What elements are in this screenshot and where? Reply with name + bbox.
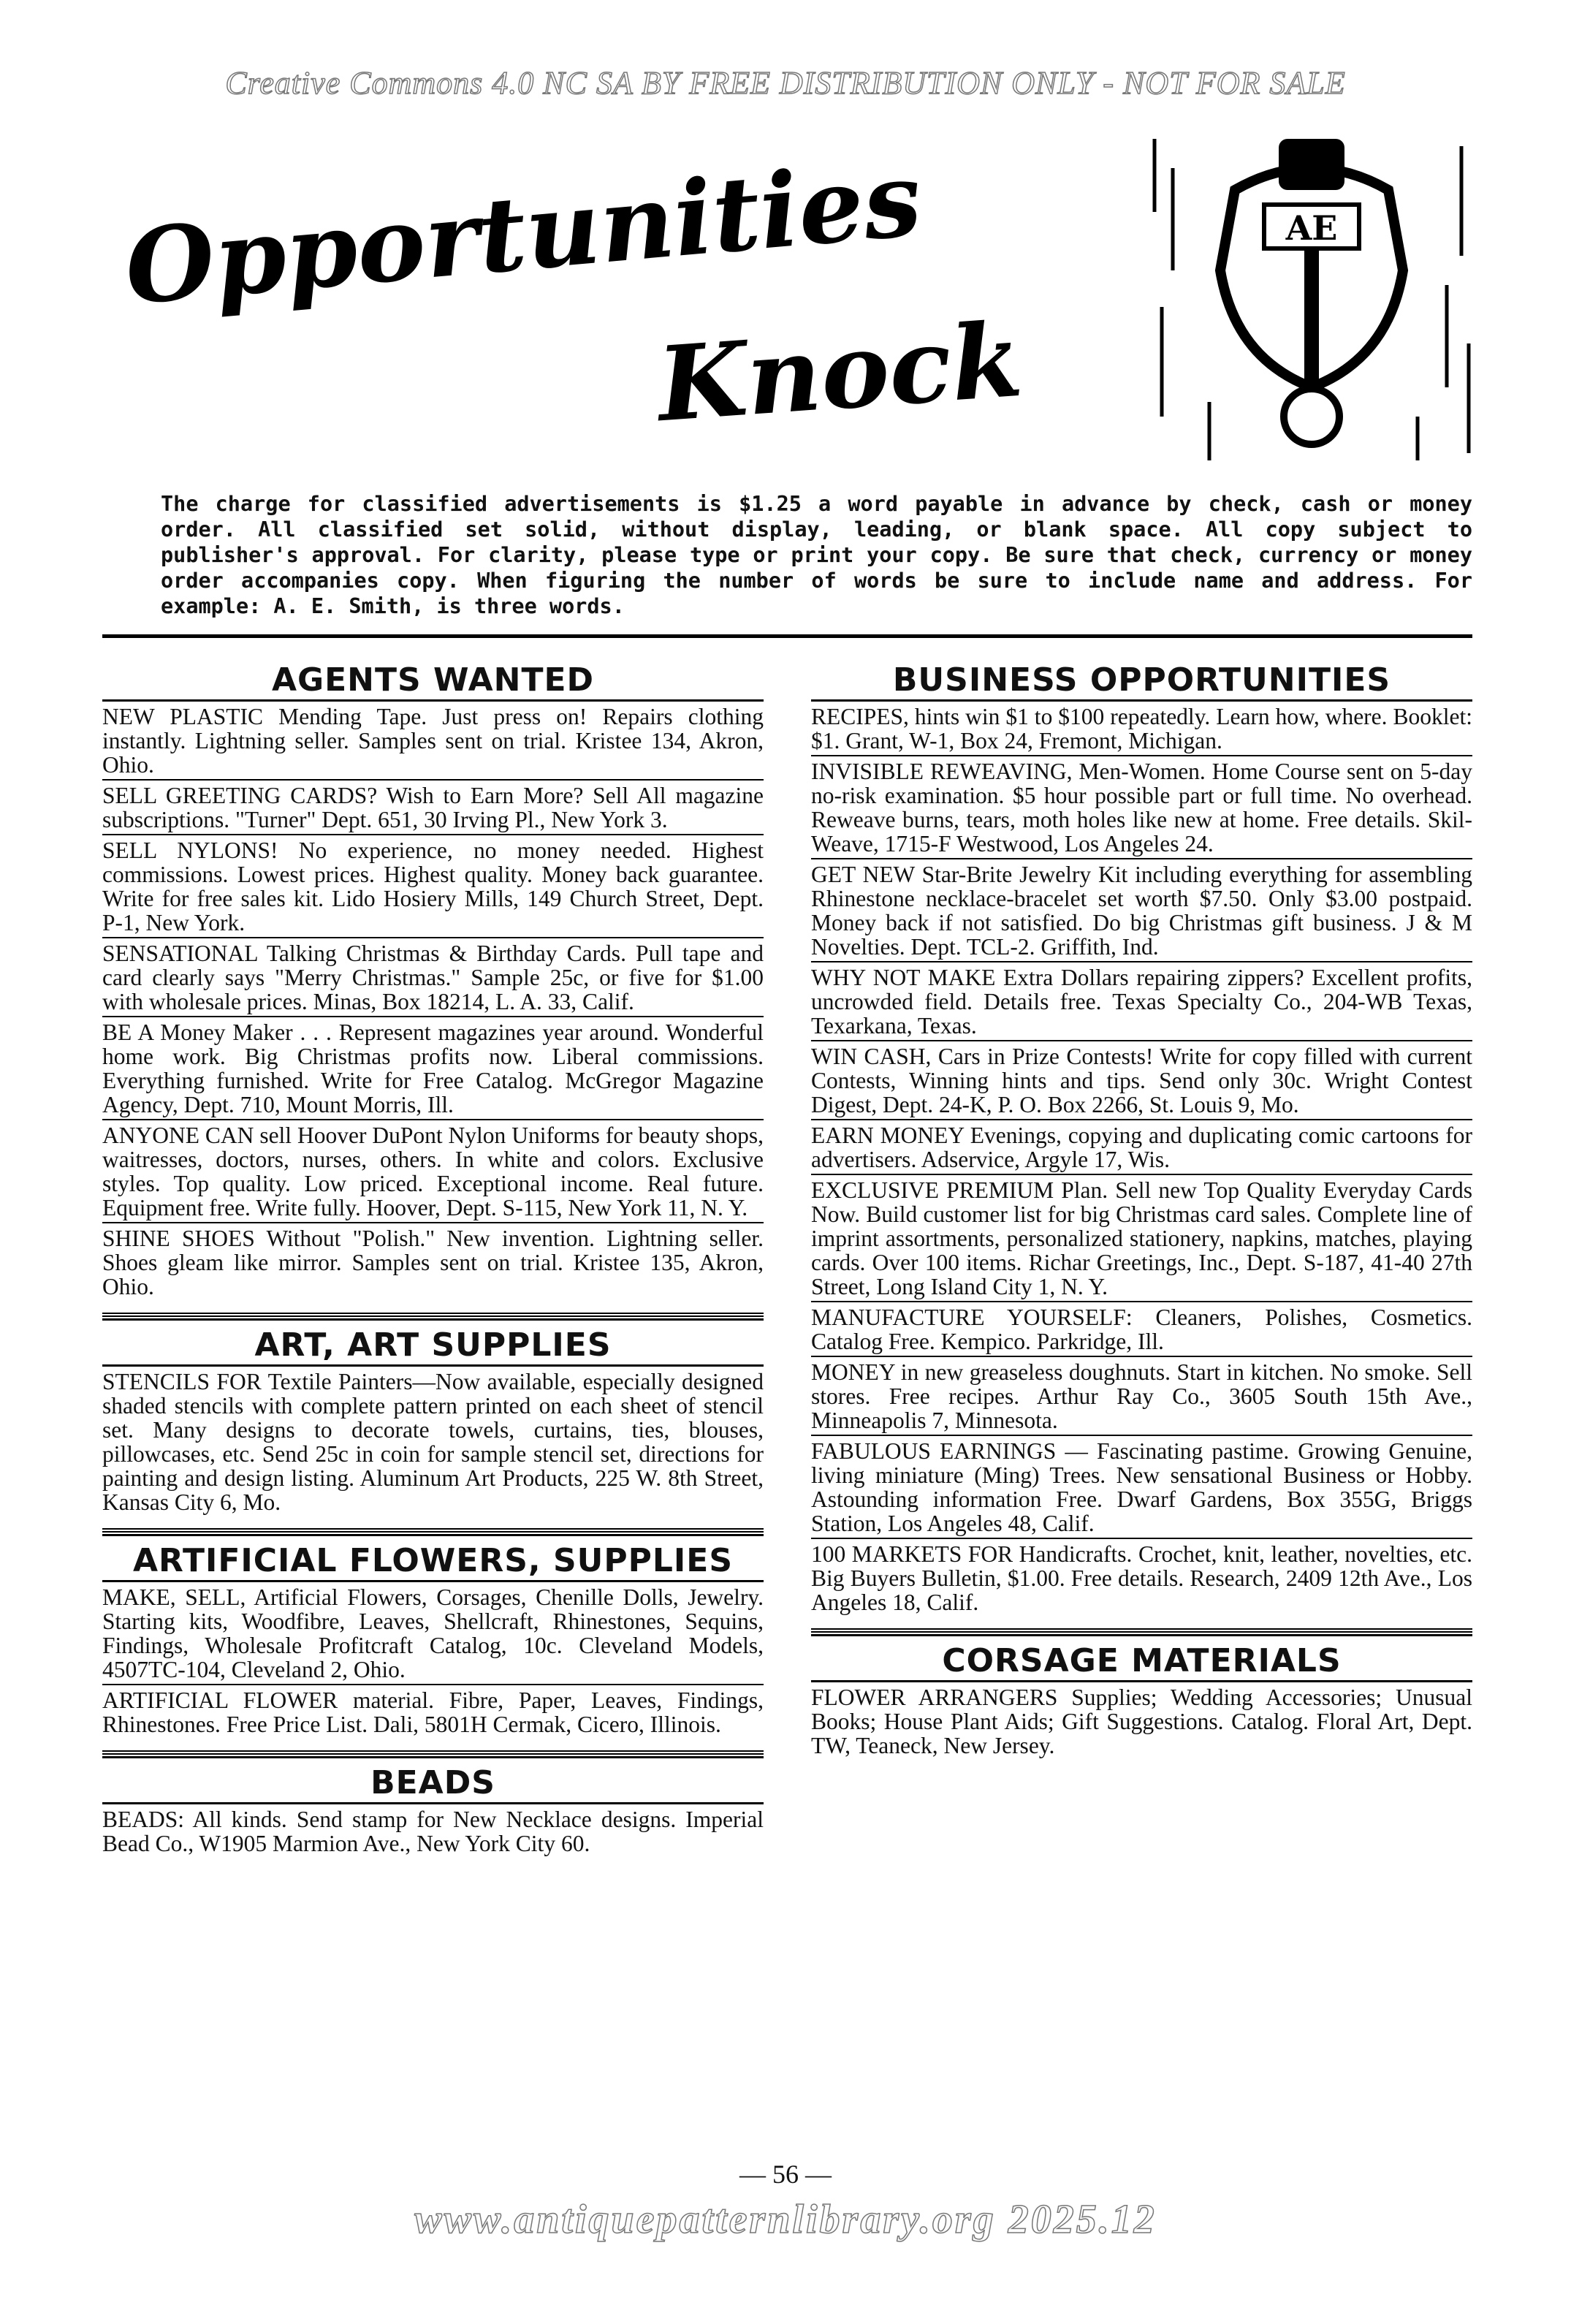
classified-ad: FLOWER ARRANGERS Supplies; Wedding Accessories; Unusual Books; House Plant Aids; Gift Suggestions. Catalog. Floral Art, Dept. TW, Teaneck, New Jersey. [811, 1685, 1472, 1758]
classified-ad: WIN CASH, Cars in Prize Contests! Write for copy filled with current Contests, Winning hints and tips. Send only 30c. Wright Contest Digest, Dept. 24-K, P. O. Box 2266, St. Louis 9, Mo. [811, 1041, 1472, 1120]
license-banner: Creative Commons 4.0 NC SA BY FREE DISTRIBUTION ONLY - NOT FOR SALE [225, 65, 1346, 101]
title-knock: Knock [653, 300, 1027, 446]
classified-ad: MANUFACTURE YOURSELF: Cleaners, Polishes, Cosmetics. Catalog Free. Kempico. Parkridge, Ill. [811, 1302, 1472, 1357]
classified-ad: GET NEW Star-Brite Jewelry Kit including everything for assembling Rhinestone necklace-bracelet set worth $7.50. Only $3.00 postpaid. Money back if not satisfied. Do big Christmas gift business. J & M Novelties. Dept. TCL-2. Griffith, Ind. [811, 859, 1472, 962]
classified-ad: SELL NYLONS! No experience, no money needed. Highest commissions. Lowest prices. Highest quality. Money back guarantee. Write for free sales kit. Lido Hosiery Mills, 149 Church Street, Dept. P-1, New York. [102, 835, 764, 938]
classified-rates-notice: The charge for classified advertisements is $1.25 a word payable in advance by check, cash or money order. All classified set solid, without display, leading, or blank space. All copy subject to publisher's approval. For clarity, please type or print your copy. Be sure that check, currency or money order accompanies copy. When figuring the number of words be sure to include name and address. For example: A. E. Smith, is three words. [161, 492, 1472, 618]
classified-ad: SELL GREETING CARDS? Wish to Earn More? Sell All magazine subscriptions. "Turner" Dept. 651, 30 Irving Pl., New York 3. [102, 781, 764, 835]
section-corsage-materials [811, 1642, 1472, 1760]
section-beads [102, 1764, 764, 1858]
section-business-opportunities [811, 661, 1472, 1617]
section-divider [102, 1750, 764, 1758]
door-knocker-icon [1140, 124, 1483, 468]
title-opportunities: Opportunities [120, 139, 927, 329]
section-artificial-flowers [102, 1542, 764, 1739]
right-column [811, 661, 1472, 1772]
classified-ad: SENSATIONAL Talking Christmas & Birthday Cards. Pull tape and card clearly says "Merry Christmas." Sample 25c, or five for $1.00 with wholesale prices. Minas, Box 18214, L. A. 33, Calif. [102, 938, 764, 1017]
classified-ad: EXCLUSIVE PREMIUM Plan. Sell new Top Quality Everyday Cards Now. Build customer list for big Christmas card sales. Complete line of imprint assortments, personalized stationery, napkins, matches, playing cards. Over 100 items. Richar Greetings, Inc., Dept. S-187, 41-40 27th Street, Long Island City 1, N. Y. [811, 1175, 1472, 1302]
section-divider [102, 1313, 764, 1321]
classified-ad: SHINE SHOES Without "Polish." New invention. Lightning seller. Shoes gleam like mirror. Samples sent on trial. Kristee 135, Akron, Ohio. [102, 1226, 764, 1299]
section-heading: BUSINESS OPPORTUNITIES [811, 661, 1472, 702]
classified-ad: FABULOUS EARNINGS — Fascinating pastime. Growing Genuine, living miniature (Ming) Trees. New sensational Business or Hobby. Astounding information Free. Dwarf Gardens, Box 355G, Briggs Station, Los Angeles 48, Calif. [811, 1436, 1472, 1539]
classified-ad: WHY NOT MAKE Extra Dollars repairing zippers? Excellent profits, uncrowded field. Details free. Texas Specialty Co., 204-WB Texas, Texarkana, Texas. [811, 962, 1472, 1041]
classified-ad: 100 MARKETS FOR Handicrafts. Crochet, knit, leather, novelties, etc. Big Buyers Bulletin, $1.00. Free details. Research, 2409 12th Ave., Los Angeles 18, Calif. [811, 1541, 1472, 1615]
classified-ad: EARN MONEY Evenings, copying and duplicating comic cartoons for advertisers. Adservice, Argyle 17, Wis. [811, 1120, 1472, 1175]
section-agents-wanted [102, 661, 764, 1301]
left-column [102, 661, 764, 1869]
classified-ad: MONEY in new greaseless doughnuts. Start in kitchen. No smoke. Sell stores. Free recipes. Arthur Ray Co., 3605 South 15th Ave., Minneapolis 7, Minnesota. [811, 1357, 1472, 1436]
section-heading: BEADS [102, 1764, 764, 1804]
classified-ad: INVISIBLE REWEAVING, Men-Women. Home Course sent on 5-day no-risk examination. $5 hour possible part or full time. No overhead. Reweave burns, tears, moth holes like new at home. Free details. Skil-Weave, 1715-F Westwood, Los Angeles 24. [811, 756, 1472, 859]
classified-ad: MAKE, SELL, Artificial Flowers, Corsages, Chenille Dolls, Jewelry. Starting kits, Woodfibre, Leaves, Shellcraft, Rhinestones, Sequins, Findings, Wholesale Profitcraft Catalog, 10c. Cleveland Models, 4507TC-104, Cleveland 2, Ohio. [102, 1582, 764, 1685]
section-heading: CORSAGE MATERIALS [811, 1642, 1472, 1682]
section-heading: AGENTS WANTED [102, 661, 764, 702]
classified-ad: ANYONE CAN sell Hoover DuPont Nylon Uniforms for beauty shops, waitresses, doctors, nurses, others. In white and colors. Exclusive styles. Top quality. Low priced. Exceptional income. Real future. Equipment free. Write fully. Hoover, Dept. S-115, New York 11, N. Y. [102, 1120, 764, 1223]
section-heading: ARTIFICIAL FLOWERS, SUPPLIES [102, 1542, 764, 1582]
watermark-url: www.antiquepatternlibrary.org 2025.12 [414, 2197, 1157, 2242]
classified-ad: BE A Money Maker . . . Represent magazines year around. Wonderful home work. Big Christmas profits now. Liberal commissions. Everything furnished. Write for Free Catalog. McGregor Magazine Agency, Dept. 710, Mount Morris, Ill. [102, 1017, 764, 1120]
knocker-monogram: AE [1285, 208, 1338, 248]
section-heading: ART, ART SUPPLIES [102, 1326, 764, 1367]
section-divider [102, 1528, 764, 1536]
classified-ad: RECIPES, hints win $1 to $100 repeatedly. Learn how, where. Booklet: $1. Grant, W-1, Box 24, Fremont, Michigan. [811, 702, 1472, 756]
section-divider [811, 1628, 1472, 1636]
header-rule [102, 634, 1472, 638]
classified-ad: NEW PLASTIC Mending Tape. Just press on! Repairs clothing instantly. Lightning seller. Samples sent on trial. Kristee 134, Akron, Ohio. [102, 702, 764, 781]
section-art-supplies [102, 1326, 764, 1516]
page-number: — 56 — [739, 2160, 832, 2189]
classified-ad: BEADS: All kinds. Send stamp for New Necklace designs. Imperial Bead Co., W1905 Marmion Ave., New York City 60. [102, 1807, 764, 1856]
classified-ad: STENCILS FOR Textile Painters—Now available, especially designed shaded stencils with complete pattern printed on each sheet of stencil set. Many designs to decorate towels, curtains, ties, blouses, pillowcases, etc. Send 25c in coin for sample stencil set, directions for painting and design listing. Aluminum Art Products, 225 W. 8th Street, Kansas City 6, Mo. [102, 1369, 764, 1515]
classified-ad: ARTIFICIAL FLOWER material. Fibre, Paper, Leaves, Findings, Rhinestones. Free Price List. Dali, 5801H Cermak, Cicero, Illinois. [102, 1687, 764, 1737]
